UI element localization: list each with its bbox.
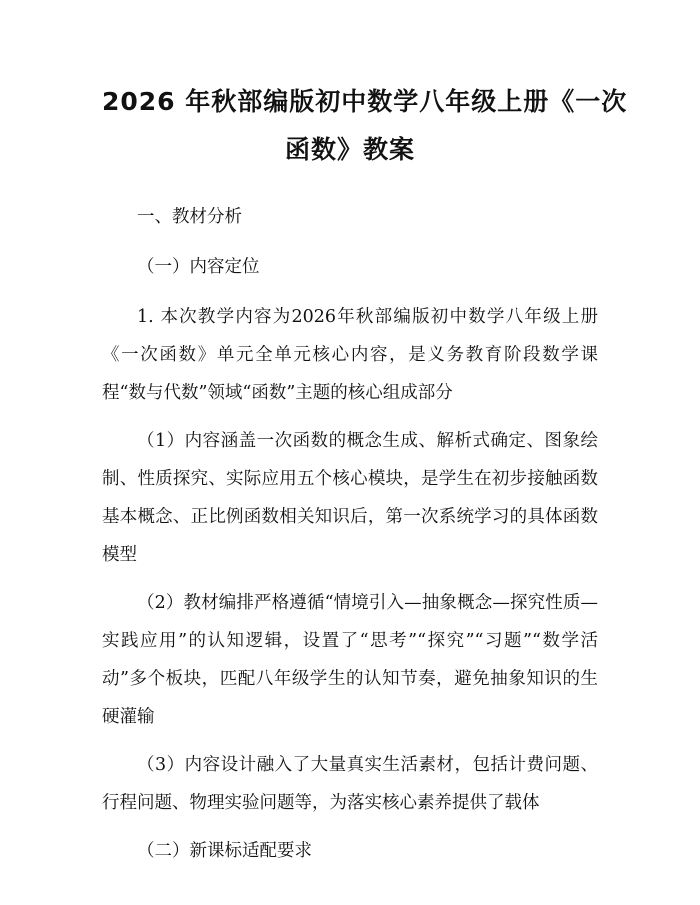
subsection-heading-curriculum-requirements: （二）新课标适配要求 xyxy=(137,841,312,861)
document-title-line-2: 函数》教案 xyxy=(284,135,415,164)
subsection-heading-content-positioning: （一）内容定位 xyxy=(137,257,260,277)
document-title-line-1: 2026 年秋部编版初中数学八年级上册《一次 xyxy=(102,87,628,116)
paragraph-3: （2）教材编排严格遵循“情境引入—抽象概念—探究性质—实践应用”的认知逻辑，设置了“思考”“探究”“习题”“数学活动”多个板块，匹配八年级学生的认知节奏，避免抽象知识的生硬灌输 xyxy=(102,593,598,727)
paragraph-1: 1. 本次教学内容为2026年秋部编版初中数学八年级上册《一次函数》单元全单元核心内容，是义务教育阶段数学课程“数与代数”领域“函数”主题的核心组成部分 xyxy=(102,307,598,403)
document-title xyxy=(102,78,628,174)
section-heading-textbook-analysis: 一、教材分析 xyxy=(137,207,242,227)
document-body xyxy=(102,198,598,870)
paragraph-4: （3）内容设计融入了大量真实生活素材，包括计费问题、行程问题、物理实验问题等，为落实核心素养提供了载体 xyxy=(102,755,598,813)
paragraph-2: （1）内容涵盖一次函数的概念生成、解析式确定、图象绘制、性质探究、实际应用五个核心模块，是学生在初步接触函数基本概念、正比例函数相关知识后，第一次系统学习的具体函数模型 xyxy=(102,431,598,565)
